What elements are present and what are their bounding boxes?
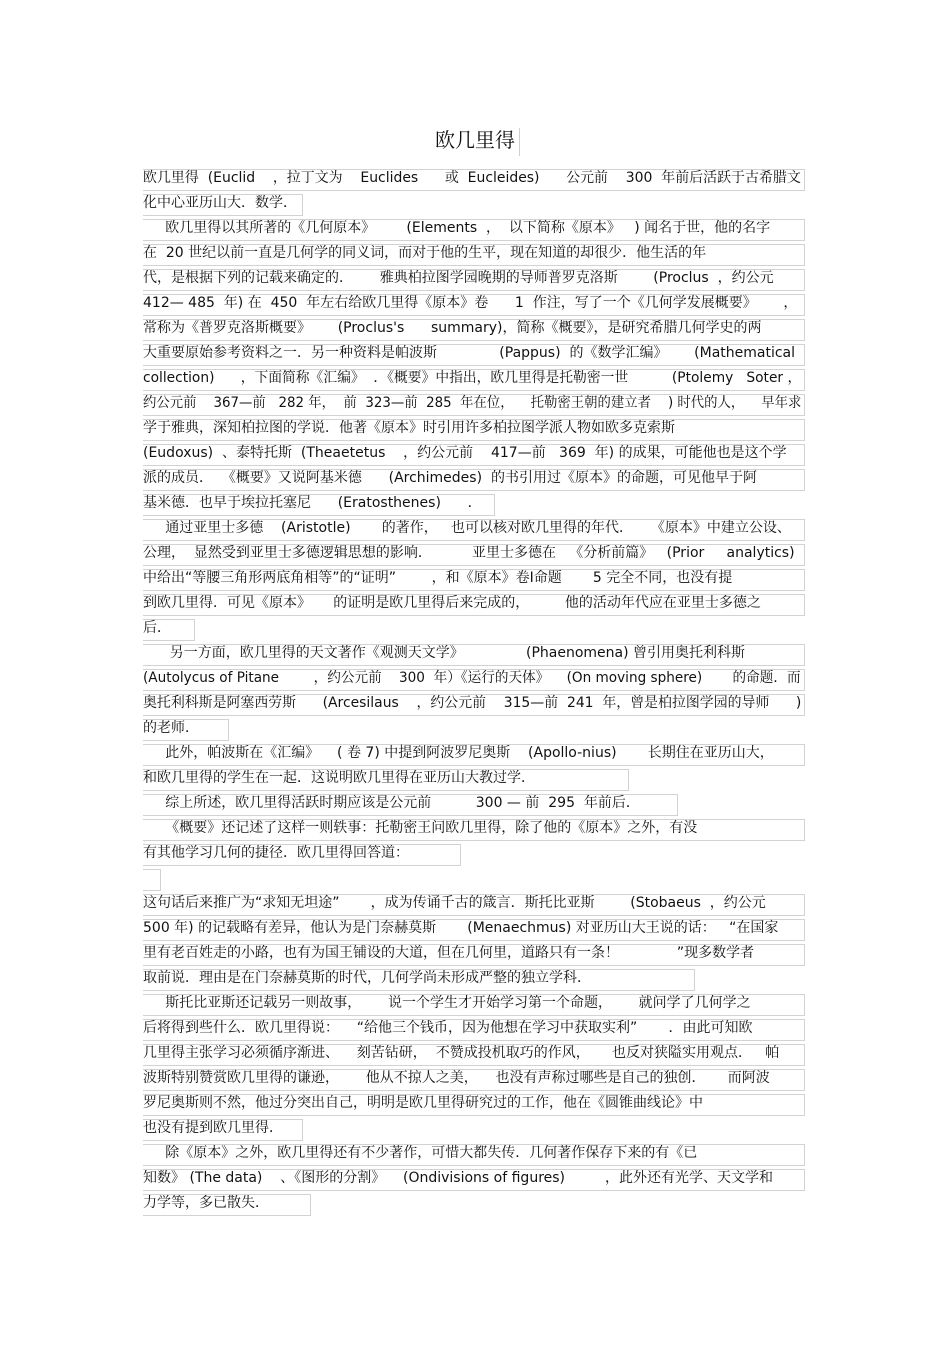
text-line: 大重要原始参考资料之一．另一种资料是帕波斯 (Pappus) 的《数学汇编》 (Mathematical <box>143 345 796 361</box>
text-line: 化中心亚历山大．数学． <box>143 195 297 211</box>
text-line: 公理， 显然受到亚里士多德逻辑思想的影响． 亚里士多德在 《分析前篇》 (Prior analytics) <box>143 545 795 561</box>
text-line: collection) ，下面简称《汇编》 ．《概要》中指出，欧几里得是托勒密一世 (Ptolemy Soter ， <box>143 370 802 386</box>
text-line: 后将得到些什么．欧几里得说： “给他三个钱币，因为他想在学习中获取实利” ．由此可知欧 <box>143 1020 753 1036</box>
text-line: 除《原本》之外，欧几里得还有不少著作，可惜大都失传．几何著作保存下来的有《已 <box>143 1145 698 1161</box>
text-line: 取前说．理由是在门奈赫莫斯的时代，几何学尚未形成严整的独立学科． <box>143 970 591 986</box>
text-line: 《概要》还记述了这样一则轶事：托勒密王问欧几里得，除了他的《原本》之外，有没 <box>143 820 698 836</box>
text-line: 此外，帕波斯在《汇编》 ( 卷 7) 中提到阿波罗尼奥斯 (Apollo-nius) 长期住在亚历山大， <box>143 745 774 761</box>
text-line: 约公元前 367—前 282 年， 前 323—前 285 年在位， 托勒密王朝的建立者 ) 时代的人， 早年求 <box>143 395 802 411</box>
text-line: 代，是根据下列的记载来确定的． 雅典柏拉图学园晚期的导师普罗克洛斯 (Proclus ，约公元 <box>143 270 774 286</box>
text-line: 几里得主张学习必须循序渐进、 刻苦钻研， 不赞成投机取巧的作风， 也反对狭隘实用观点． 帕 <box>143 1045 780 1061</box>
text-line: 欧几里得 (Euclid ，拉丁文为 Euclides 或 Eucleides) 公元前 300 年前后活跃于古希腊文 <box>143 170 801 186</box>
text-line: 另一方面，欧几里得的天文著作《观测天文学》 (Phaenomena) 曾引用奥托利科斯 <box>143 645 746 661</box>
text-line: 里有老百姓走的小路，也有为国王铺设的大道，但在几何里，道路只有一条！ ”现多数学者 <box>143 945 755 961</box>
text-line: 罗尼奥斯则不然，他过分突出自己，明明是欧几里得研究过的工作，他在《圆锥曲线论》中 <box>143 1095 703 1111</box>
text-line: 学于雅典，深知柏拉图的学说．他著《原本》时引用许多柏拉图学派人物如欧多克索斯 <box>143 420 675 436</box>
page-title: 欧几里得 <box>435 128 515 152</box>
text-line: 奥托利科斯是阿塞西劳斯 (Arcesilaus ，约公元前 315—前 241 年，曾是柏拉图学园的导师 ) <box>143 695 802 711</box>
text-line: 力学等，多已散失． <box>143 1195 269 1211</box>
text-line: 派的成员． 《概要》又说阿基米德 (Archimedes) 的书引用过《原本》的命题，可见他早于阿 <box>143 470 757 486</box>
text-line: 通过亚里士多德 (Aristotle) 的著作， 也可以核对欧几里得的年代． 《原本》中建立公设、 <box>143 520 791 536</box>
text-line: 和欧几里得的学生在一起．这说明欧几里得在亚历山大教过学． <box>143 770 535 786</box>
text-line: 后． <box>143 620 171 636</box>
text-line: 知数》 (The data) 、《图形的分割》 (Ondivisions of figures) ，此外还有光学、天文学和 <box>143 1170 774 1186</box>
text-line: 综上所述，欧几里得活跃时期应该是公元前 300 — 前 295 年前后． <box>143 795 640 811</box>
text-line: 有其他学习几何的捷径．欧几里得回答道： <box>143 845 409 861</box>
text-line: 欧几里得以其所著的《几何原本》 (Elements ， 以下简称《原本》 ) 闻名于世，他的名字 <box>143 220 771 236</box>
text-line: 常称为《普罗克洛斯概要》 (Proclus's summary)，简称《概要》，是研究希腊几何学史的两 <box>143 320 762 336</box>
text-line: 这句话后来推广为“求知无坦途” ，成为传诵千古的箴言．斯托比亚斯 (Stobaeus ，约公元 <box>143 895 766 911</box>
text-line: (Eudoxus) 、泰特托斯 (Theaetetus ，约公元前 417—前 369 年) 的成果，可能他也是这个学 <box>143 445 787 461</box>
text-line: 中给出“等腰三角形两底角相等”的“证明” ，和《原本》卷Ⅰ命题 5 完全不同，也没有提 <box>143 570 733 586</box>
text-line: 斯托比亚斯还记载另一则故事， 说一个学生才开始学习第一个命题， 就问学了几何学之 <box>143 995 751 1011</box>
text-line: 在 20 世纪以前一直是几何学的同义词，而对于他的生平，现在知道的却很少．他生活的年 <box>143 245 707 261</box>
text-line: 波斯特别赞赏欧几里得的谦逊， 他从不掠人之美， 也没有声称过哪些是自己的独创． 而阿波 <box>143 1070 770 1086</box>
text-line: 412— 485 年) 在 450 年左右给欧几里得《原本》卷 1 作注，写了一个《几何学发展概要》 ， <box>143 295 798 311</box>
text-line: 500 年) 的记载略有差异，他认为是门奈赫莫斯 (Menaechmus) 对亚历山大王说的话： “在国家 <box>143 920 779 936</box>
text-line: 也没有提到欧几里得． <box>143 1120 283 1136</box>
line-frame <box>143 869 161 891</box>
text-line: 基米德．也早于埃拉托塞尼 (Eratosthenes) ． <box>143 495 482 511</box>
text-line: 到欧几里得．可见《原本》 的证明是欧几里得后来完成的， 他的活动年代应在亚里士多德之 <box>143 595 761 611</box>
text-line: (Autolycus of Pitane ，约公元前 300 年）《运行的天体》 (On moving sphere) 的命题．而 <box>143 670 801 686</box>
text-line: 的老师． <box>143 720 199 736</box>
